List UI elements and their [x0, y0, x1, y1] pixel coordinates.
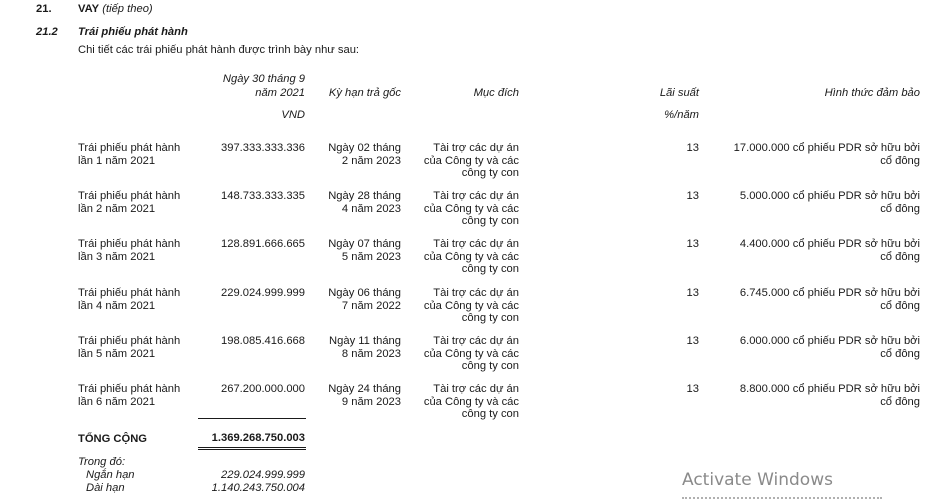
bond-security: 17.000.000 cổ phiếu PDR sở hữu bởi cổ đông	[733, 142, 920, 167]
bond-rate: 13	[686, 383, 699, 395]
header-rate-unit: %/năm	[664, 109, 699, 121]
bond-rate: 13	[686, 238, 699, 250]
bond-term: Ngày 24 tháng 9 năm 2023	[328, 383, 401, 408]
header-rate: Lãi suất	[659, 87, 699, 99]
short-term-label: Ngắn hạn	[86, 469, 135, 481]
intro-text: Chi tiết các trái phiếu phát hành được trình bày như sau:	[78, 44, 360, 56]
watermark-subtext-cropped	[682, 497, 902, 503]
table-row	[0, 190, 950, 238]
bond-security: 5.000.000 cổ phiếu PDR sở hữu bởi cổ đông	[739, 190, 920, 215]
header-purpose: Mục đích	[473, 87, 519, 99]
bond-term: Ngày 06 tháng 7 năm 2022	[328, 287, 401, 312]
bond-amount: 128.891.666.665	[221, 238, 305, 250]
bond-term: Ngày 28 tháng 4 năm 2023	[328, 190, 401, 215]
long-term-amount: 1.140.243.750.004	[211, 482, 305, 494]
bond-purpose: Tài trợ các dự án của Công ty và các công ty con	[423, 190, 519, 227]
short-term-amount: 229.024.999.999	[221, 469, 305, 481]
section-title: VAY	[78, 3, 100, 15]
table-row	[0, 383, 950, 431]
bond-purpose: Tài trợ các dự án của Công ty và các công ty con	[423, 238, 519, 275]
long-term-label: Dài hạn	[86, 482, 125, 494]
bond-name: Trái phiếu phát hành lần 6 năm 2021	[78, 383, 181, 408]
subsection-title: Trái phiếu phát hành	[78, 26, 188, 38]
header-amount-unit: VND	[281, 109, 305, 121]
bond-name: Trái phiếu phát hành lần 4 năm 2021	[78, 287, 181, 312]
bond-security: 8.800.000 cổ phiếu PDR sở hữu bởi cổ đông	[739, 383, 920, 408]
bond-term: Ngày 11 tháng 8 năm 2023	[329, 335, 401, 360]
bond-amount: 198.085.416.668	[221, 335, 305, 347]
section-heading	[78, 3, 153, 16]
bond-security: 6.000.000 cổ phiếu PDR sở hữu bởi cổ đông	[739, 335, 920, 360]
bond-rate: 13	[686, 190, 699, 202]
bond-security: 4.400.000 cổ phiếu PDR sở hữu bởi cổ đông	[739, 238, 920, 263]
table-row	[0, 142, 950, 190]
bond-name: Trái phiếu phát hành lần 1 năm 2021	[78, 142, 181, 167]
bond-amount: 229.024.999.999	[221, 287, 305, 299]
header-amount-line2: năm 2021	[255, 87, 305, 99]
of-which-label: Trong đó:	[78, 456, 126, 468]
subtotal-rule	[198, 418, 306, 419]
table-row	[0, 238, 950, 286]
bond-security: 6.745.000 cổ phiếu PDR sở hữu bởi cổ đông	[739, 287, 920, 312]
bond-purpose: Tài trợ các dự án của Công ty và các công ty con	[423, 383, 519, 420]
bond-term: Ngày 07 tháng 5 năm 2023	[328, 238, 401, 263]
bond-name: Trái phiếu phát hành lần 2 năm 2021	[78, 190, 181, 215]
table-row	[0, 335, 950, 383]
header-amount-line1: Ngày 30 tháng 9	[222, 73, 305, 85]
bond-purpose: Tài trợ các dự án của Công ty và các công ty con	[423, 142, 519, 179]
bond-term: Ngày 02 tháng 2 năm 2023	[328, 142, 401, 167]
subsection-number: 21.2	[36, 26, 58, 38]
bond-amount: 397.333.333.336	[221, 142, 305, 154]
bond-name: Trái phiếu phát hành lần 3 năm 2021	[78, 238, 181, 263]
bond-rate: 13	[686, 287, 699, 299]
bond-amount: 267.200.000.000	[221, 383, 305, 395]
section-number: 21.	[36, 3, 52, 15]
total-amount: 1.369.268.750.003	[211, 432, 305, 444]
bond-purpose: Tài trợ các dự án của Công ty và các công ty con	[423, 335, 519, 372]
activate-windows-watermark: Activate Windows	[682, 470, 833, 490]
bond-rate: 13	[686, 142, 699, 154]
bond-amount: 148.733.333.335	[221, 190, 305, 202]
bond-name: Trái phiếu phát hành lần 5 năm 2021	[78, 335, 181, 360]
bond-purpose: Tài trợ các dự án của Công ty và các công ty con	[423, 287, 519, 324]
table-row	[0, 287, 950, 335]
total-double-rule	[198, 447, 306, 450]
section-title-note: (tiếp theo)	[102, 3, 153, 15]
header-security: Hình thức đảm bảo	[824, 87, 920, 99]
total-label: TỔNG CỘNG	[78, 433, 147, 445]
header-term: Kỳ hạn trả gốc	[328, 87, 401, 99]
bond-rate: 13	[686, 335, 699, 347]
